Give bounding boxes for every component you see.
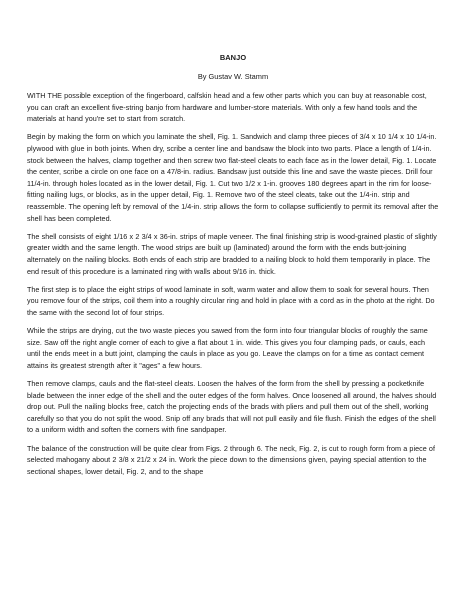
- paragraph-soaking: The first step is to place the eight strips of wood laminate in soft, warm water and allow them to soak for several hours. Then you remove four of the strips, coil them into a roughly circular ring and hold in place with a cord as in the photo at the right. Do the same with the second lot of four strips.: [27, 284, 435, 317]
- document-body: [27, 90, 439, 484]
- paragraph-removal: Then remove clamps, cauls and the flat-steel cleats. Loosen the halves of the form from the shell by pressing a pocketknife blade between the inner edge of the shell and the outer edges of the form halves. Once loosened all around, the halves should drop out. Pull the nailing blocks free, catch the projecting ends of the brads with pliers and pull them out of the shell, working carefully so that you do not split the wood. Snip off any brads that will not pull easily and file flush. Finish the edges of the shell to a uniform width and soften the corners with fine sandpaper.: [27, 379, 437, 435]
- document-title: BANJO: [219, 53, 247, 62]
- paragraph-shell: The shell consists of eight 1/16 x 2 3/4 x 36-in. strips of maple veneer. The final finishing strip is wood-grained plastic of slightly greater width and the same length. The wood strips are built up (laminated) around the form with the ends butt-joining alternately on the nailing blocks. Both ends of each strip are bradded to a nailing block to hold them temporarily in place. The end result of this procedure is a laminated ring with walls about 9/16 in. thick.: [27, 231, 437, 276]
- paragraph-intro: WITH THE possible exception of the fingerboard, calfskin head and a few other parts which you can buy at reasonable cost, you can craft an excellent five-string banjo from hardware and lumber-store materials. With only a few hand tools and the materials at hand you're set to start from scratch.: [27, 91, 427, 124]
- paragraph-form: Begin by making the form on which you laminate the shell, Fig. 1. Sandwich and clamp three pieces of 3/4 x 10 1/4 x 10 1/4-in. plywood with glue in both joints. When dry, scribe a center line and bandsaw the block into two parts. Place a length of 1/4-in. stock between the halves, clamp together and then screw two flat-steel cleats to each face as in the lower detail, Fig. 1. Locate the center, scribe a circle on one face on a 47/8-in. radius. Bandsaw just outside this line and save the waste pieces. Drill four 11/4-in. through holes located as in the lower detail, Fig. 1. Cut two 1/2 x 1-in. grooves 180 degrees apart in the rim for loose-fitting nailing lugs, or blocks, as in the upper detail, Fig. 1. Remove two of the steel cleats, take out the 1/4-in. strip and reassemble. The opening left by removal of the 1/4-in. strip allows the form to collapse sufficiently to permit its removal after the shell has been completed.: [27, 132, 439, 223]
- paragraph-neck: The balance of the construction will be quite clear from Figs. 2 through 6. The neck, Fig. 2, is cut to rough form from a piece of selected mahogany about 2 3/8 x 21/2 x 24 in. Work the piece down to the dimensions given, paying special attention to the sectional shapes, lower detail, Fig. 2, and to the shape: [27, 443, 435, 476]
- paragraph-cauls: While the strips are drying, cut the two waste pieces you sawed from the form into four triangular blocks of roughly the same size. Saw off the right angle corner of each to give a flat about 1 in. wide. This gives you four clamping pads, or cauls, each until the ends meet in a butt joint, clamping the cauls in place as you go. Leave the clamps on for a time as contact cement attains its greatest strength after it "ages" a few hours.: [27, 326, 428, 370]
- author-byline: By Gustav W. Stamm: [197, 72, 269, 81]
